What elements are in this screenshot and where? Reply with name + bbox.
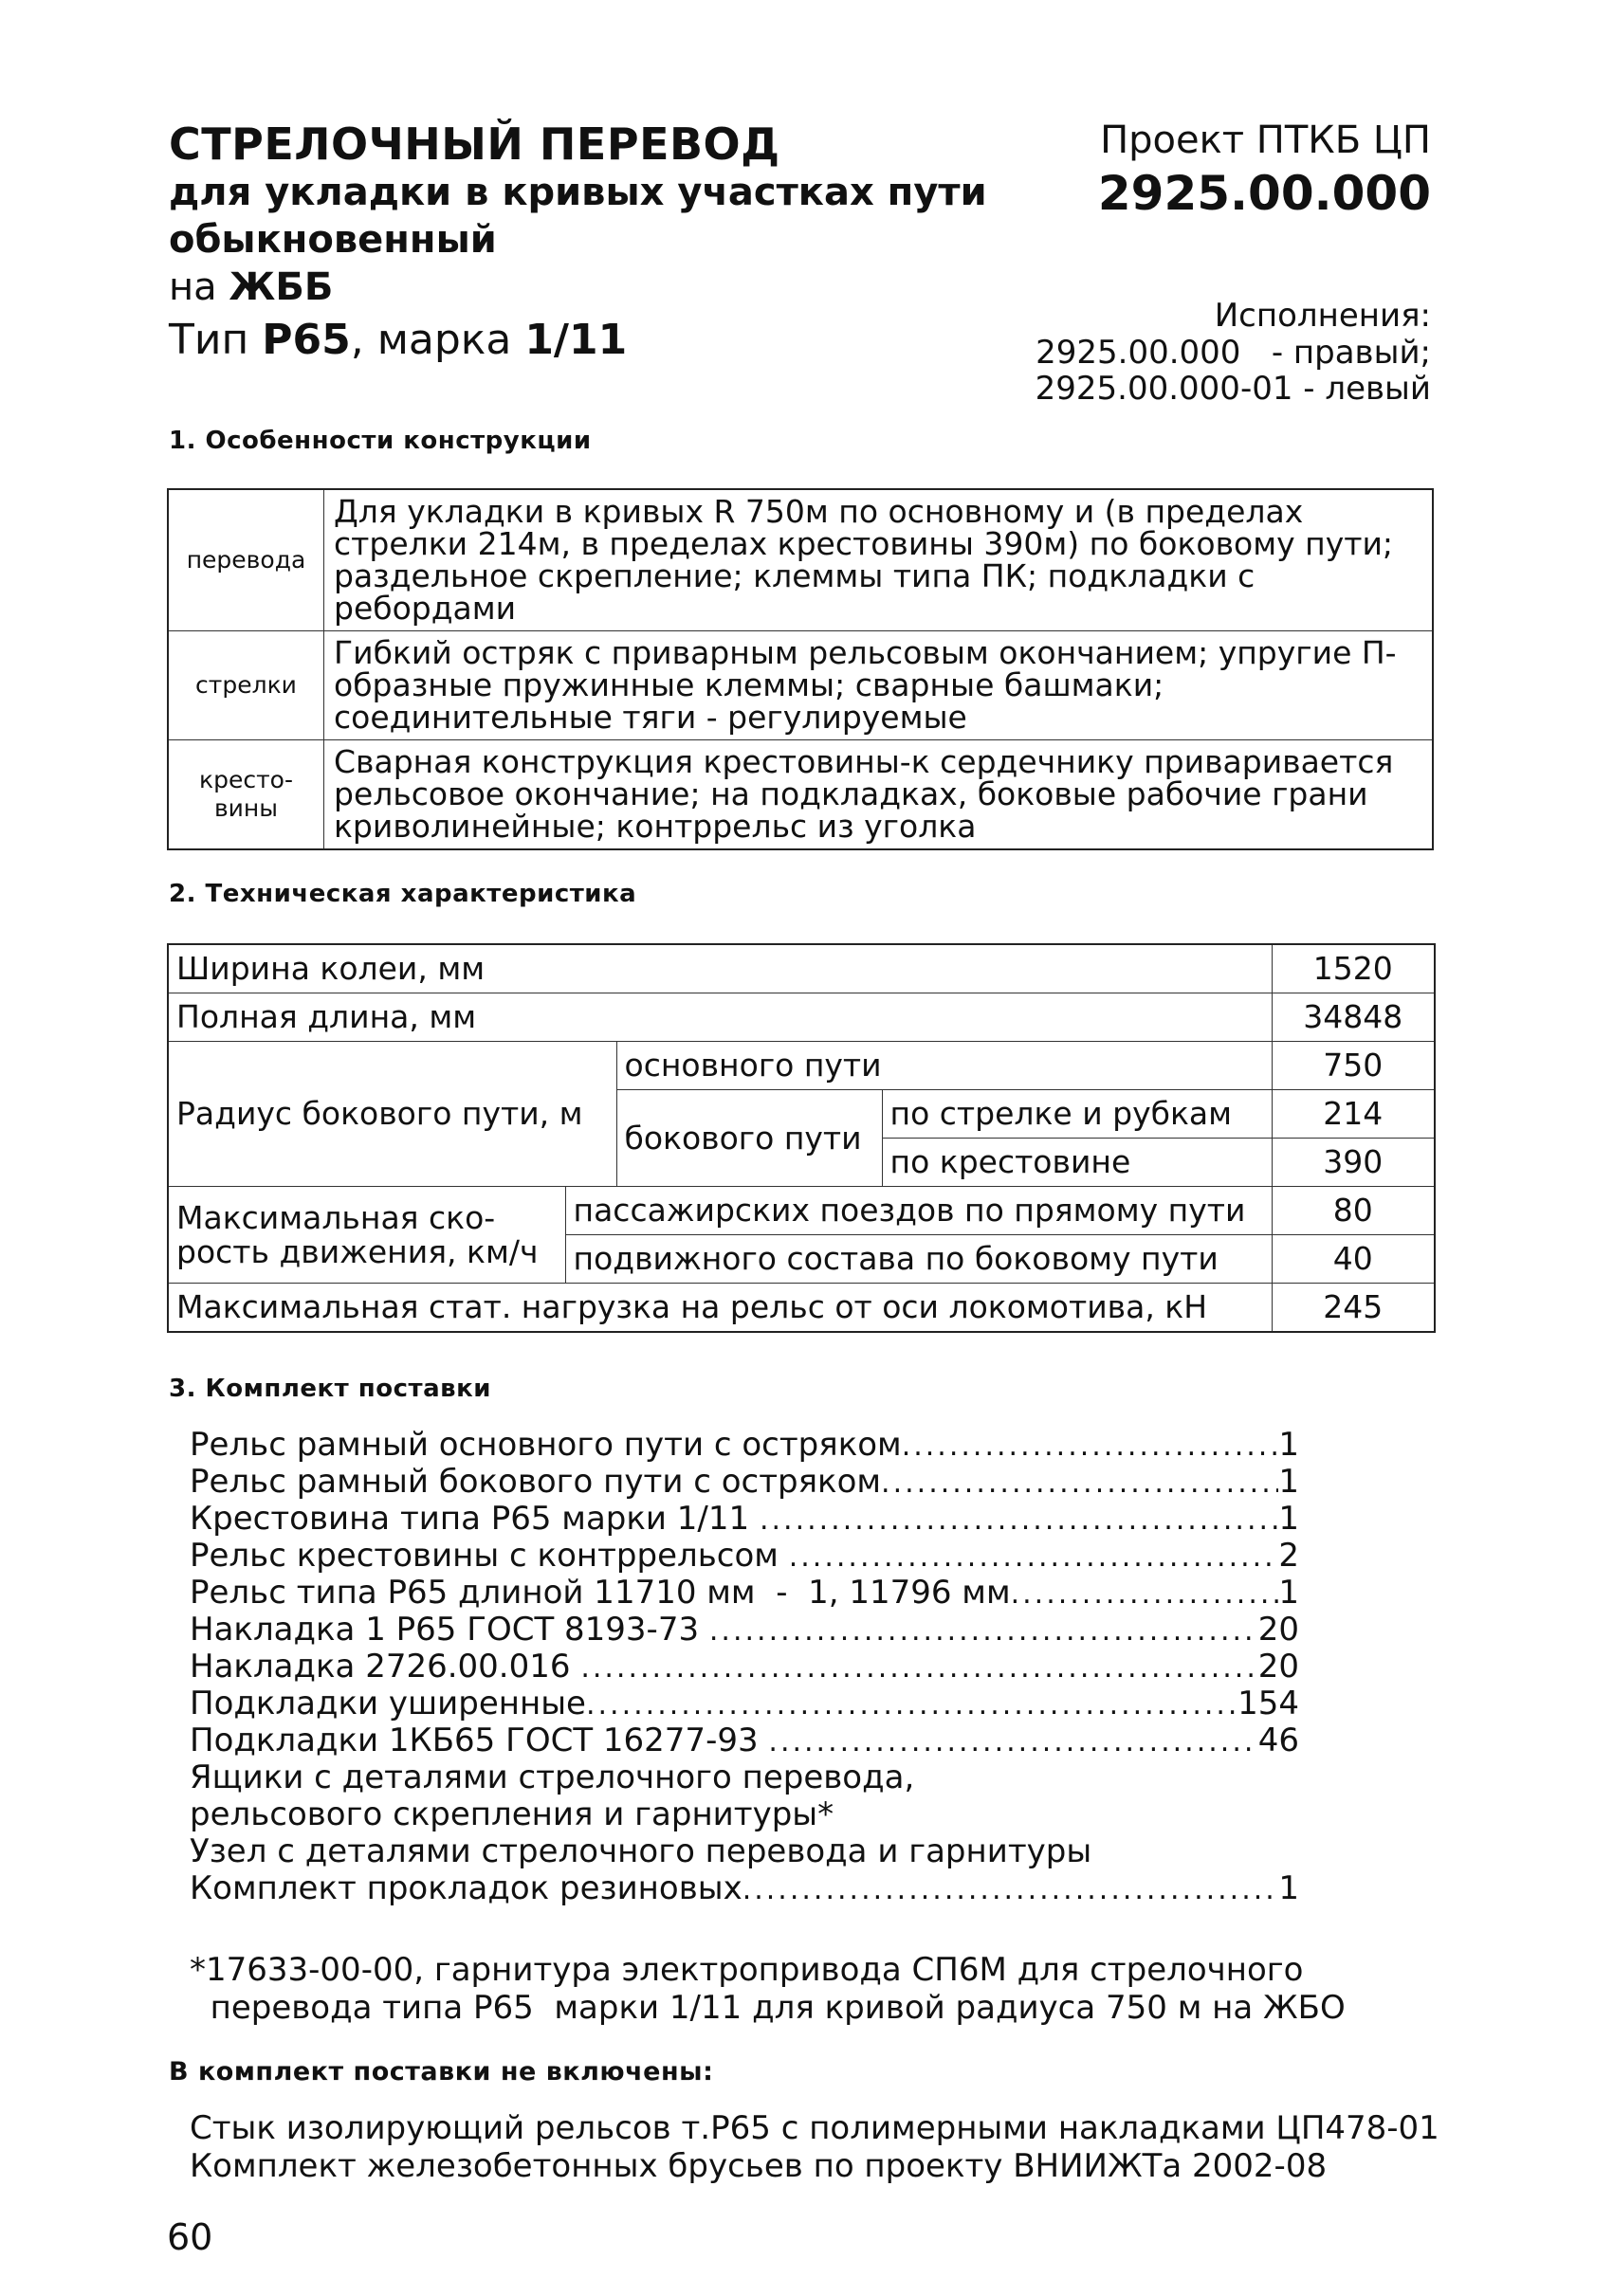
leader-dots: [586, 1686, 1237, 1723]
item-qty: 1: [1278, 1574, 1299, 1612]
speed-side-label: подвижного состава по боковому пути: [565, 1235, 1272, 1284]
excluded-title: В комплект поставки не включены:: [169, 2057, 714, 2086]
radius-switch-value: 214: [1272, 1090, 1435, 1139]
item-text: Подкладки уширенные: [190, 1685, 586, 1722]
list-item: [190, 1575, 1299, 1612]
switch-base: [169, 265, 333, 309]
radius-main-value: 750: [1272, 1042, 1435, 1090]
item-text: Рельс рамный бокового пути с остряком: [190, 1463, 882, 1501]
load-label: Максимальная стат. нагрузка на рельс от оси локомотива, кН: [168, 1284, 1272, 1333]
type-value: Р65: [262, 316, 351, 364]
item-qty: 1: [1278, 1500, 1299, 1538]
item-qty: 154: [1237, 1685, 1299, 1722]
list-item: Стык изолирующий рельсов т.Р65 с полимерными накладками ЦП478-01: [190, 2109, 1439, 2147]
list-item: [190, 1649, 1299, 1686]
table-row: [168, 1284, 1435, 1333]
speed-pass-label: пассажирских поездов по прямому пути: [565, 1187, 1272, 1235]
executions-label: Исполнения:: [1214, 297, 1431, 335]
leader-dots: [902, 1428, 1279, 1465]
footnote: *17633-00-00, гарнитура электропривода СП6М для стрелочного перевода типа Р65 марки 1/11 для кривой радиуса 750 м на ЖБО: [190, 1951, 1346, 2027]
radius-frog-label: по крестовине: [882, 1139, 1272, 1187]
mark-prefix: , марка: [350, 316, 525, 364]
execution-left: 2925.00.000-01 - левый: [1035, 370, 1431, 408]
page-number: 60: [167, 2216, 213, 2258]
features-row-text: Для укладки в кривых R 750м по основному и (в пределах стрелки 214м, в пределах крестовины 390м) по боковому пути; раздельное скрепление; клеммы типа ПК; подкладки с ребордами: [324, 489, 1434, 631]
boxes-line-1: Ящики с деталями стрелочного перевода,: [190, 1758, 915, 1796]
table-row: [168, 993, 1435, 1042]
leader-dots: [789, 1539, 1279, 1576]
gauge-label: Ширина колеи, мм: [168, 944, 1272, 993]
radius-side-label: бокового пути: [616, 1090, 882, 1187]
base-value: ЖББ: [229, 265, 334, 309]
type-prefix: Тип: [169, 316, 263, 364]
radius-frog-value: 390: [1272, 1139, 1435, 1187]
item-qty: 20: [1257, 1648, 1299, 1686]
list-item: [190, 1612, 1299, 1649]
features-row-label: кресто- вины: [168, 740, 324, 850]
unit-line: Узел с деталями стрелочного перевода и гарнитуры: [190, 1832, 1092, 1870]
features-row-label: перевода: [168, 489, 324, 631]
leader-dots: [709, 1613, 1258, 1649]
features-row: [168, 631, 1433, 740]
boxes-line-2: рельсового скрепления и гарнитуры*: [190, 1795, 834, 1833]
item-qty: 46: [1257, 1722, 1299, 1759]
excluded-list: [190, 2109, 1439, 2185]
list-item: [190, 1464, 1299, 1501]
speed-side-value: 40: [1272, 1235, 1435, 1284]
length-value: 34848: [1272, 993, 1435, 1042]
list-item: [190, 1722, 1299, 1759]
item-qty: 1: [1278, 1426, 1299, 1464]
features-table: [167, 488, 1434, 850]
section2-title: 2. Техническая характеристика: [169, 880, 637, 908]
list-item: [190, 1870, 1299, 1907]
table-row: [168, 1187, 1435, 1235]
features-row: [168, 489, 1433, 631]
list-item: [190, 1686, 1299, 1722]
delivery-list: [190, 1427, 1299, 1907]
switch-kind: обыкновенный: [169, 218, 497, 262]
leader-dots: [881, 1465, 1278, 1502]
list-item: Комплект железобетонных брусьев по проекту ВНИИЖТа 2002-08: [190, 2147, 1328, 2185]
document-subtitle: для укладки в кривых участках пути: [169, 171, 987, 214]
item-qty: 20: [1257, 1611, 1299, 1649]
item-text: Рельс крестовины с контррельсом: [190, 1537, 789, 1575]
radius-label: Радиус бокового пути, м: [168, 1042, 616, 1187]
speed-pass-value: 80: [1272, 1187, 1435, 1235]
leader-dots: [580, 1649, 1257, 1686]
features-row: [168, 740, 1433, 850]
item-text: Накладка 1 Р65 ГОСТ 8193-73: [190, 1611, 709, 1649]
list-item: [190, 1427, 1299, 1464]
section1-title: 1. Особенности конструкции: [169, 427, 592, 455]
item-text: Комплект прокладок резиновых: [190, 1869, 742, 1907]
tech-table: [167, 943, 1436, 1333]
features-row-label: стрелки: [168, 631, 324, 740]
list-item: [190, 1501, 1299, 1538]
speed-label: Максимальная ско- рость движения, км/ч: [168, 1187, 565, 1284]
document-title: СТРЕЛОЧНЫЙ ПЕРЕВОД: [169, 118, 780, 170]
gauge-value: 1520: [1272, 944, 1435, 993]
leader-dots: [760, 1502, 1278, 1539]
item-qty: 1: [1278, 1869, 1299, 1907]
base-prefix: на: [169, 265, 229, 309]
leader-dots: [742, 1871, 1279, 1908]
switch-type: [169, 316, 627, 364]
item-text: Накладка 2726.00.016: [190, 1648, 581, 1686]
features-row-text: Сварная конструкция крестовины-к сердечнику приваривается рельсовое окончание; на подкладках, боковые рабочие грани криволинейные; контррельс из уголка: [324, 740, 1434, 850]
radius-switch-label: по стрелке и рубкам: [882, 1090, 1272, 1139]
list-item: [190, 1538, 1299, 1575]
mark-value: 1/11: [524, 316, 628, 364]
item-text: Рельс типа Р65 длиной 11710 мм - 1, 11796 мм: [190, 1574, 1011, 1612]
leader-dots: [1011, 1576, 1279, 1613]
radius-main-label: основного пути: [616, 1042, 1272, 1090]
leader-dots: [768, 1723, 1257, 1760]
table-row: [168, 944, 1435, 993]
item-qty: 2: [1278, 1537, 1299, 1575]
project-label: Проект ПТКБ ЦП: [1100, 118, 1431, 162]
item-qty: 1: [1278, 1463, 1299, 1501]
table-row: [168, 1042, 1435, 1090]
features-row-text: Гибкий остряк с приварным рельсовым окончанием; упругие П-образные пружинные клеммы; сварные башмаки; соединительные тяги - регулируемые: [324, 631, 1434, 740]
length-label: Полная длина, мм: [168, 993, 1272, 1042]
project-number: 2925.00.000: [1097, 166, 1431, 221]
item-text: Подкладки 1КБ65 ГОСТ 16277-93: [190, 1722, 769, 1759]
item-text: Рельс рамный основного пути с остряком: [190, 1426, 902, 1464]
section3-title: 3. Комплект поставки: [169, 1375, 491, 1403]
execution-right: 2925.00.000 - правый;: [1036, 334, 1431, 372]
load-value: 245: [1272, 1284, 1435, 1333]
item-text: Крестовина типа Р65 марки 1/11: [190, 1500, 760, 1538]
